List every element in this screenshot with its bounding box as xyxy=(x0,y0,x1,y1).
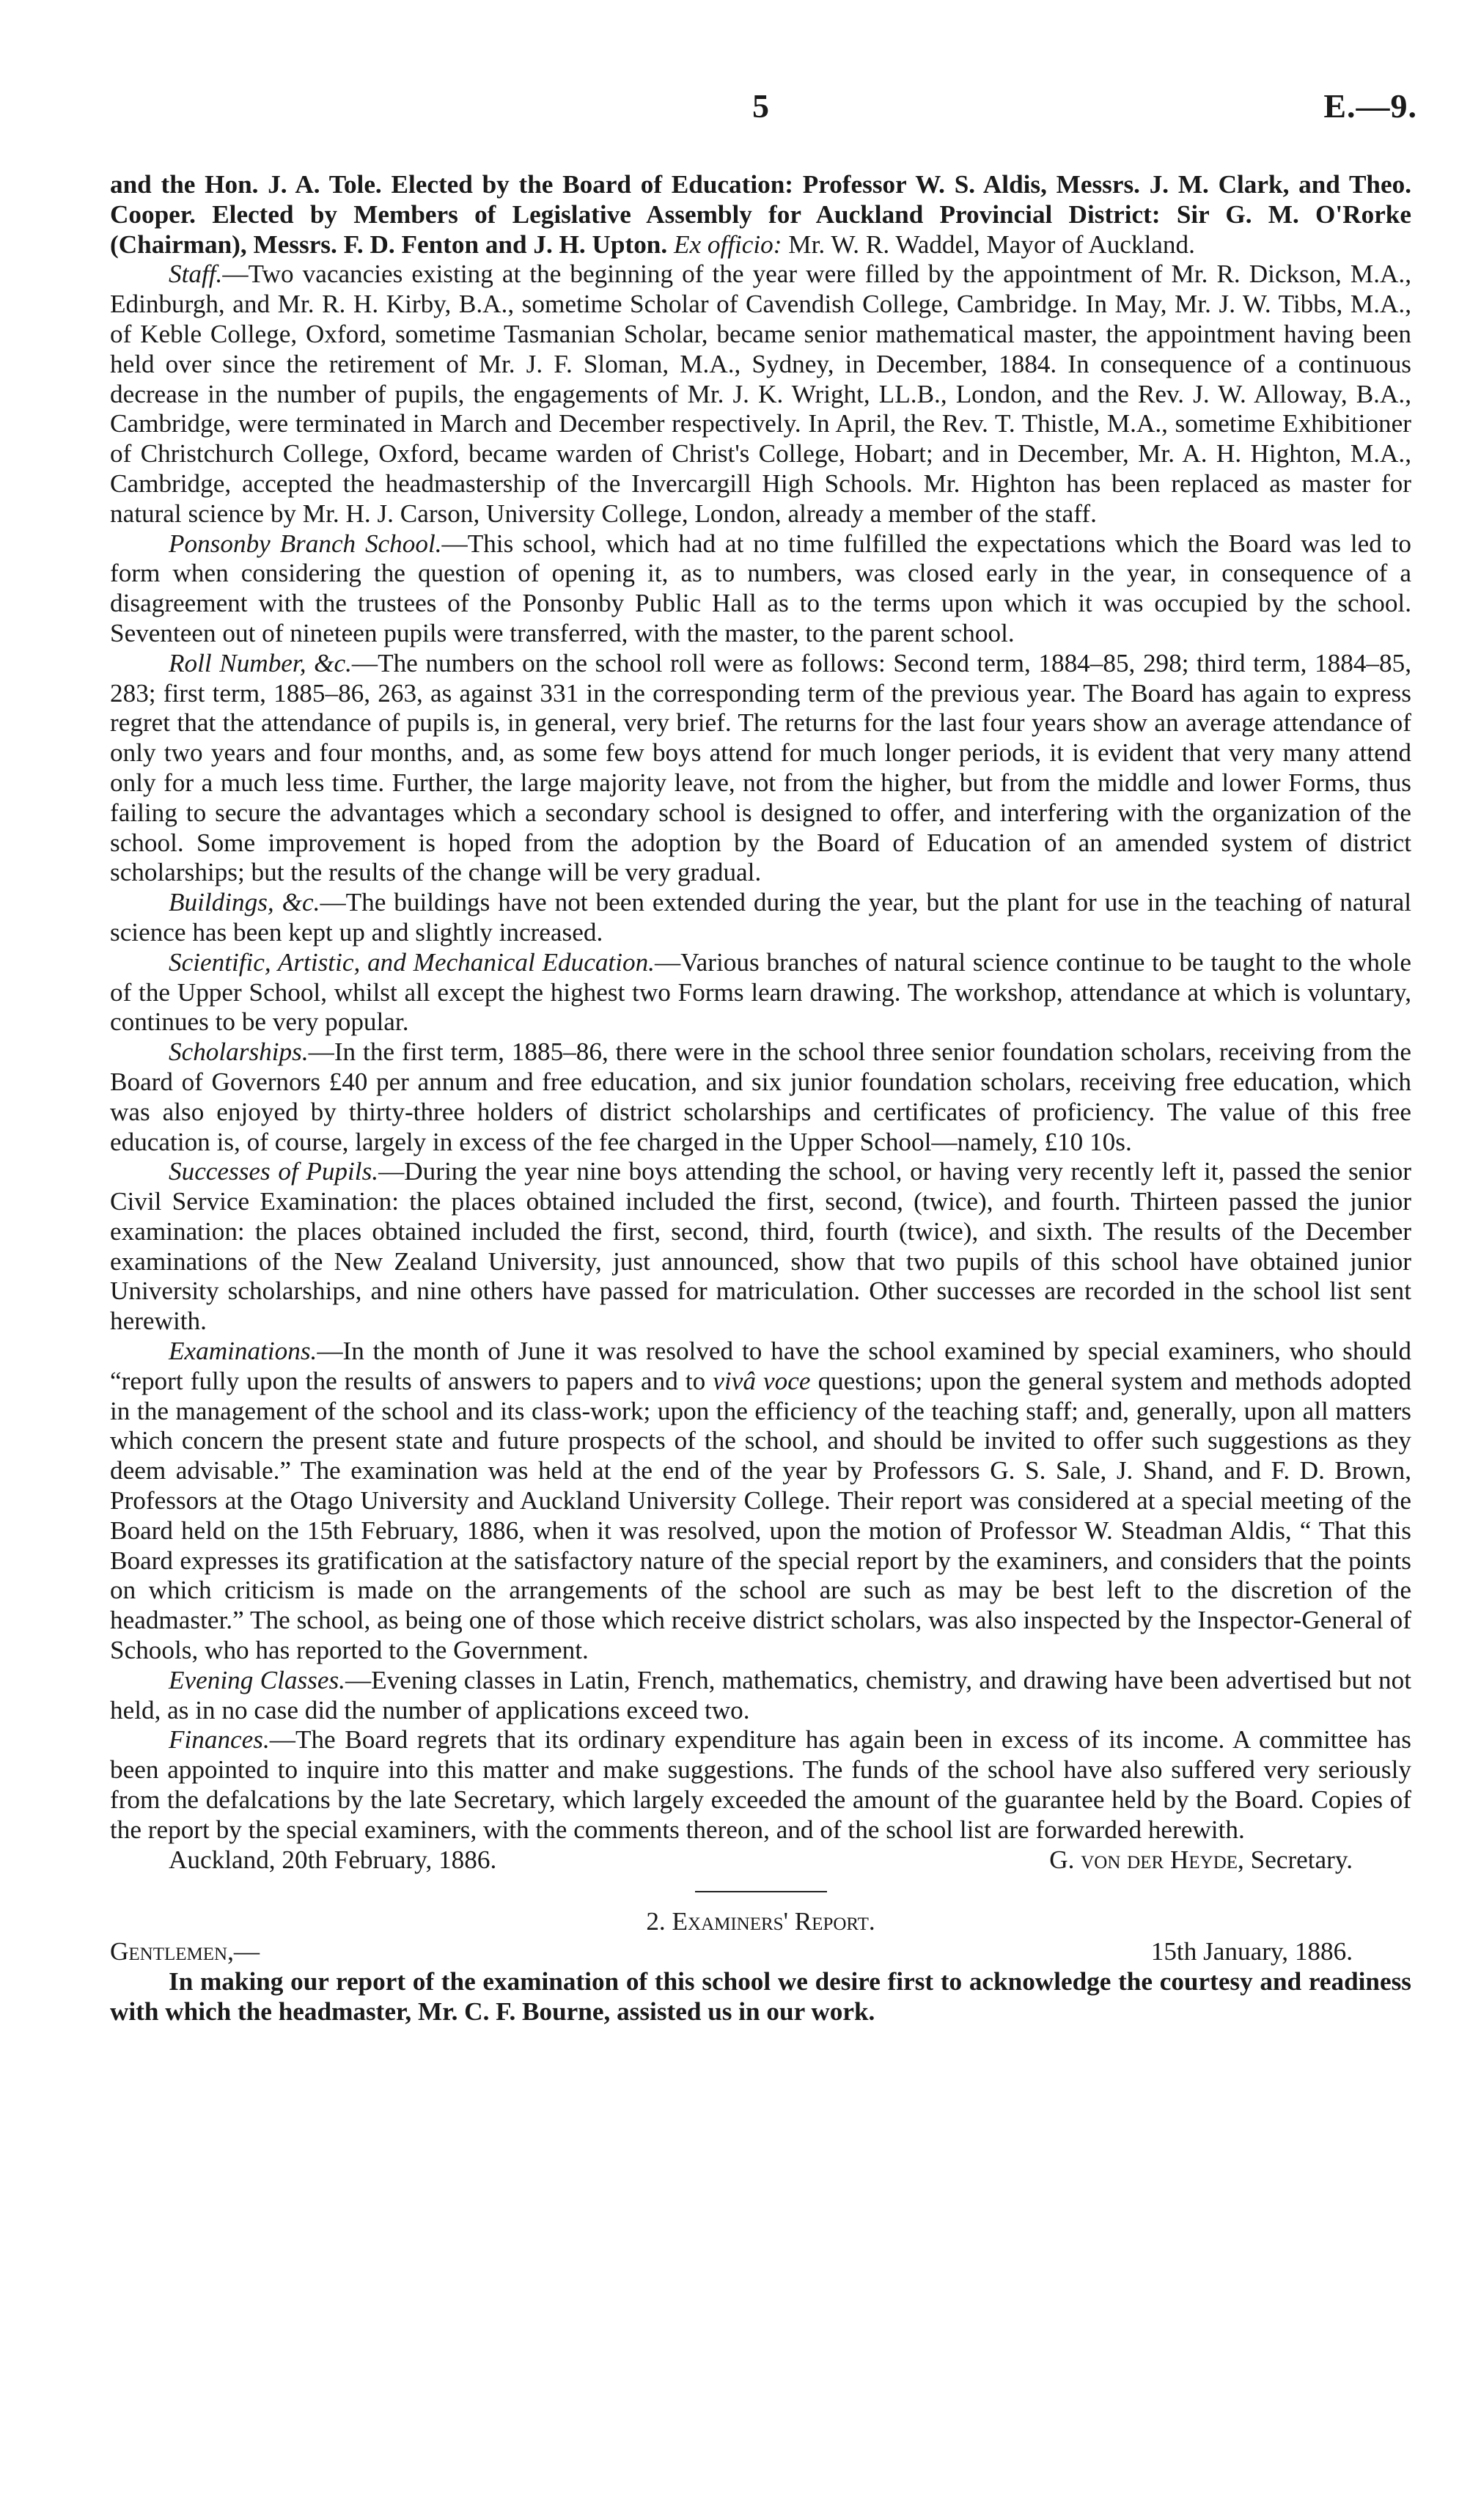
paragraph-roll-number: Roll Number, &c.—The numbers on the school roll were as follows: Second term, 1884–85, 298; third term, 1884–85, 283; first term, 1885–86, 263, as against 331 in the corresponding term of the previous year. The Board has again to express regret that the attendance of pupils is, in general, very brief. The returns for the last four years show an average attendance of only two years and four months, and, as some few boys attend for much longer periods, it is evident that very many attend only for a much less time. Further, the large majority leave, not from the higher, but from the middle and lower Forms, thus failing to secure the advantages which a secondary school is designed to offer, and interfering with the organization of the school. Some improvement is hoped from the adoption by the Board of Education of an amended system of district scholarships; but the results of the change will be very gradual. xyxy=(110,648,1411,887)
paragraph-successes: Successes of Pupils.—During the year nine boys attending the school, or having very recently left it, passed the senior Civil Service Examination: the places obtained included the first, second, (twice), and fourth. Thirteen passed the junior examination: the places obtained included the first, second, third, fourth (twice), and sixth. The results of the December examinations of the New Zealand University, just announced, show that two pupils of this school have obtained junior University scholarships, and nine others have passed for matriculation. Other successes are recorded in the school list sent herewith. xyxy=(110,1157,1411,1336)
place-date: Auckland, 20th February, 1886. xyxy=(169,1845,497,1874)
salutation-line xyxy=(110,1937,1411,1967)
paragraph-ponsonby-branch: Ponsonby Branch School.—This school, which had at no time fulfilled the expectations which the Board was led to form when considering the question of opening it, as to numbers, was closed early in the year, in consequence of a disagreement with the trustees of the Ponsonby Public Hall as to the terms upon which it was occupied by the school. Seventeen out of nineteen pupils were transferred, with the master, to the parent school. xyxy=(110,529,1411,647)
body-text xyxy=(110,170,1411,2027)
section-title: 2. Examiners' Report. xyxy=(646,1907,875,1936)
paragraph-examiners-report: In making our report of the examination of this school we desire first to acknowledge the courtesy and readiness with which the headmaster, Mr. C. F. Bourne, assisted us in our work. xyxy=(110,1967,1411,2026)
paragraph-heading: Buildings, &c. xyxy=(169,888,320,917)
paragraph-heading: Scientific, Artistic, and Mechanical Education. xyxy=(169,947,655,977)
paragraph-examinations: Examinations.—In the month of June it was resolved to have the school examined by special examiners, who should “report fully upon the results of answers to papers and to vivâ voce questions; upon the general system and methods adopted in the management of the school and its class-work; upon the efficiency of the teaching staff; and, generally, upon all matters which concern the present state and future prospects of the school, and should be invited to offer such suggestions as they deem advisable.” The examination was held at the end of the year by Professors G. S. Sale, J. Shand, and F. D. Brown, Professors at the Otago University and Auckland University College. Their report was considered at a special meeting of the Board held on the 15th February, 1886, when it was resolved, upon the motion of Professor W. Steadman Aldis, “ That this Board expresses its gratification at the satisfactory nature of the special report by the examiners, and considers that the points on which criticism is made on the arrangements of the school are such as may be best left to the discretion of the headmaster.” The school, as being one of those which receive district scholars, was also inspected by the Inspector-General of Schools, who has reported to the Government. xyxy=(110,1337,1411,1665)
paragraph-heading: Examinations. xyxy=(169,1337,317,1366)
paragraph-heading: Evening Classes. xyxy=(169,1665,345,1694)
signatory: G. von der Heyde, Secretary. xyxy=(1049,1845,1353,1874)
paragraph-heading: Staff. xyxy=(169,260,223,289)
paragraph-heading: Ponsonby Branch School. xyxy=(169,529,442,558)
paragraph-scholarships: Scholarships.—In the first term, 1885–86, there were in the school three senior foundation scholars, receiving from the Board of Governors £40 per annum and free education, and six junior foundation scholars, receiving free education, which was also enjoyed by thirty-three holders of district scholarships and certificates of proficiency. The value of this free education is, of course, largely in excess of the fee charged in the Upper School—namely, £10 10s. xyxy=(110,1037,1411,1156)
signature-line xyxy=(110,1845,1411,1876)
salutation: Gentlemen,— xyxy=(110,1937,260,1966)
paragraph-heading: Successes of Pupils. xyxy=(169,1157,379,1186)
paragraph-heading: Roll Number, &c. xyxy=(169,648,352,677)
paragraph-staff: Staff.—Two vacancies existing at the beginning of the year were filled by the appointment of Mr. R. Dickson, M.A., Edinburgh, and Mr. R. H. Kirby, B.A., sometime Scholar of Cavendish College, Cambridge. In May, Mr. J. W. Tibbs, M.A., of Keble College, Oxford, sometime Tasmanian Scholar, became senior mathematical master, the appointment having been held over since the retirement of Mr. J. F. Sloman, M.A., Sydney, in December, 1884. In consequence of a continuous decrease in the number of pupils, the engagements of Mr. J. K. Wright, LL.B., London, and the Rev. J. W. Alloway, B.A., Cambridge, were terminated in March and December respectively. In April, the Rev. T. Thistle, M.A., sometime Exhibitioner of Christchurch College, Oxford, became warden of Christ's College, Hobart; and in December, Mr. A. H. Highton, M.A., Cambridge, accepted the headmastership of the Invercargill High Schools. Mr. Highton has been replaced as master for natural science by Mr. H. J. Carson, University College, London, already a member of the staff. xyxy=(110,260,1411,528)
page-header xyxy=(110,87,1417,145)
paragraph-buildings: Buildings, &c.—The buildings have not been extended during the year, but the plant for use in the teaching of natural science has been kept up and slightly increased. xyxy=(110,888,1411,947)
document-reference: E.—9. xyxy=(1323,87,1417,125)
paragraph-board-members: and the Hon. J. A. Tole. Elected by the Board of Education: Professor W. S. Aldis, Messrs. J. M. Clark, and Theo. Cooper. Elected by Members of Legislative Assembly for Auckland Provincial District: Sir G. M. O'Rorke (Chairman), Messrs. F. D. Fenton and J. H. Upton. Ex officio: Mr. W. R. Waddel, Mayor of Auckland. xyxy=(110,170,1411,259)
paragraph-evening-classes: Evening Classes.—Evening classes in Latin, French, mathematics, chemistry, and drawing have been advertised but not held, as in no case did the number of applications exceed two. xyxy=(110,1665,1412,1724)
paragraph-heading: Scholarships. xyxy=(169,1037,309,1067)
paragraph-scientific-education: Scientific, Artistic, and Mechanical Education.—Various branches of natural science continue to be taught to the whole of the Upper School, whilst all except the highest two Forms learn drawing. The workshop, attendance at which is voluntary, continues to be very popular. xyxy=(110,947,1412,1037)
document-page xyxy=(110,87,1417,2027)
section-divider xyxy=(695,1891,827,1892)
report-date: 15th January, 1886. xyxy=(1150,1937,1353,1966)
paragraph-finances: Finances.—The Board regrets that its ordinary expenditure has again been in excess of its income. A committee has been appointed to inquire into this matter and make suggestions. The funds of the school have also suffered very seriously from the defalcations by the late Secretary, which largely exceeded the amount of the guarantee held by the Board. Copies of the report by the special examiners, with the comments thereon, and of the school list are forwarded herewith. xyxy=(110,1725,1411,1844)
page-number: 5 xyxy=(752,87,769,125)
paragraph-heading: Finances. xyxy=(169,1725,270,1755)
